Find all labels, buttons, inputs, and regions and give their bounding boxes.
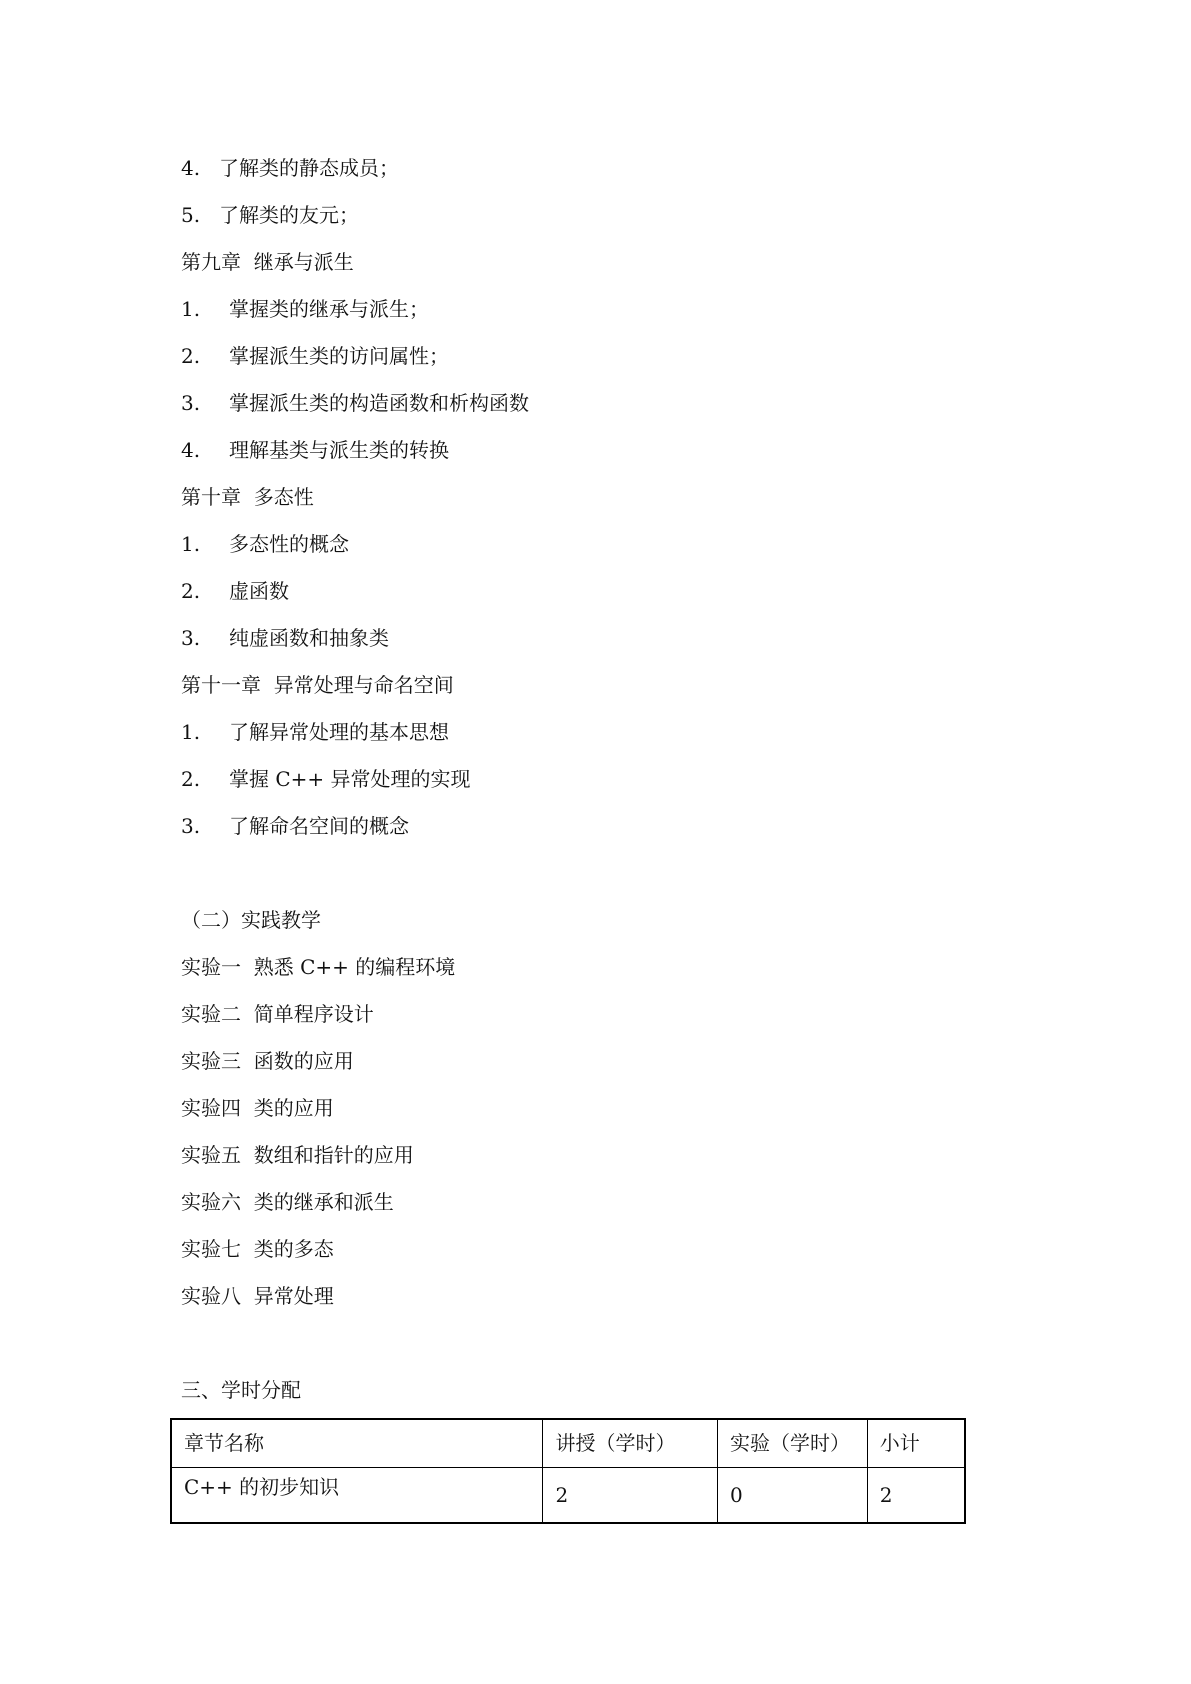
table-cell: 0 — [718, 1468, 868, 1524]
list-item — [181, 531, 349, 557]
list-item — [181, 437, 449, 463]
item-text: 多态性的概念 — [229, 532, 349, 556]
list-item — [181, 202, 359, 228]
item-text: 理解基类与派生类的转换 — [229, 438, 449, 462]
item-number: 3. — [181, 391, 201, 415]
item-number: 4. — [181, 156, 201, 180]
list-item — [181, 625, 389, 651]
list-item — [181, 390, 529, 416]
column-header: 章节名称 — [171, 1419, 543, 1468]
item-number: 2. — [181, 767, 201, 791]
item-text: 虚函数 — [229, 579, 289, 603]
item-number: 4. — [181, 438, 201, 462]
item-number: 1. — [181, 720, 201, 744]
item-text: 了解类的静态成员； — [219, 156, 399, 180]
item-number: 1. — [181, 532, 201, 556]
list-item — [181, 813, 409, 839]
item-number: 3. — [181, 814, 201, 838]
table-cell: 2 — [867, 1468, 965, 1524]
chapter-heading: 第九章 继承与派生 — [181, 250, 354, 274]
list-item — [181, 578, 289, 604]
item-text: 了解类的友元； — [219, 203, 359, 227]
table-cell: 2 — [543, 1468, 718, 1524]
item-text: 纯虚函数和抽象类 — [229, 626, 389, 650]
item-text: 掌握派生类的构造函数和析构函数 — [229, 391, 529, 415]
list-item — [181, 766, 471, 792]
item-text: 了解命名空间的概念 — [229, 814, 409, 838]
list-item — [181, 296, 429, 322]
item-text: 了解异常处理的基本思想 — [229, 720, 449, 744]
experiment-item: 实验一 熟悉 C++ 的编程环境 — [181, 955, 456, 979]
item-number: 2. — [181, 579, 201, 603]
item-number: 1. — [181, 297, 201, 321]
list-item — [181, 155, 399, 181]
chapter-heading: 第十一章 异常处理与命名空间 — [181, 673, 454, 697]
table-cell: C++ 的初步知识 — [171, 1468, 543, 1524]
column-header: 实验（学时） — [718, 1419, 868, 1468]
item-number: 2. — [181, 344, 201, 368]
section-heading: 三、学时分配 — [181, 1378, 301, 1402]
column-header: 讲授（学时） — [543, 1419, 718, 1468]
item-number: 3. — [181, 626, 201, 650]
experiment-item: 实验五 数组和指针的应用 — [181, 1143, 414, 1167]
experiment-item: 实验八 异常处理 — [181, 1284, 334, 1308]
experiment-item: 实验三 函数的应用 — [181, 1049, 354, 1073]
chapter-heading: 第十章 多态性 — [181, 485, 314, 509]
list-item — [181, 343, 449, 369]
table-row — [171, 1468, 965, 1524]
experiment-item: 实验二 简单程序设计 — [181, 1002, 374, 1026]
item-text: 掌握类的继承与派生； — [229, 297, 429, 321]
experiment-item: 实验四 类的应用 — [181, 1096, 334, 1120]
item-text: 掌握 C++ 异常处理的实现 — [229, 767, 471, 791]
list-item — [181, 719, 449, 745]
experiment-item: 实验六 类的继承和派生 — [181, 1190, 394, 1214]
section-heading: （二）实践教学 — [181, 908, 321, 932]
table-header-row — [171, 1419, 965, 1468]
experiment-item: 实验七 类的多态 — [181, 1237, 334, 1261]
item-text: 掌握派生类的访问属性； — [229, 344, 449, 368]
column-header: 小计 — [867, 1419, 965, 1468]
item-number: 5. — [181, 203, 201, 227]
hours-table — [170, 1418, 966, 1524]
